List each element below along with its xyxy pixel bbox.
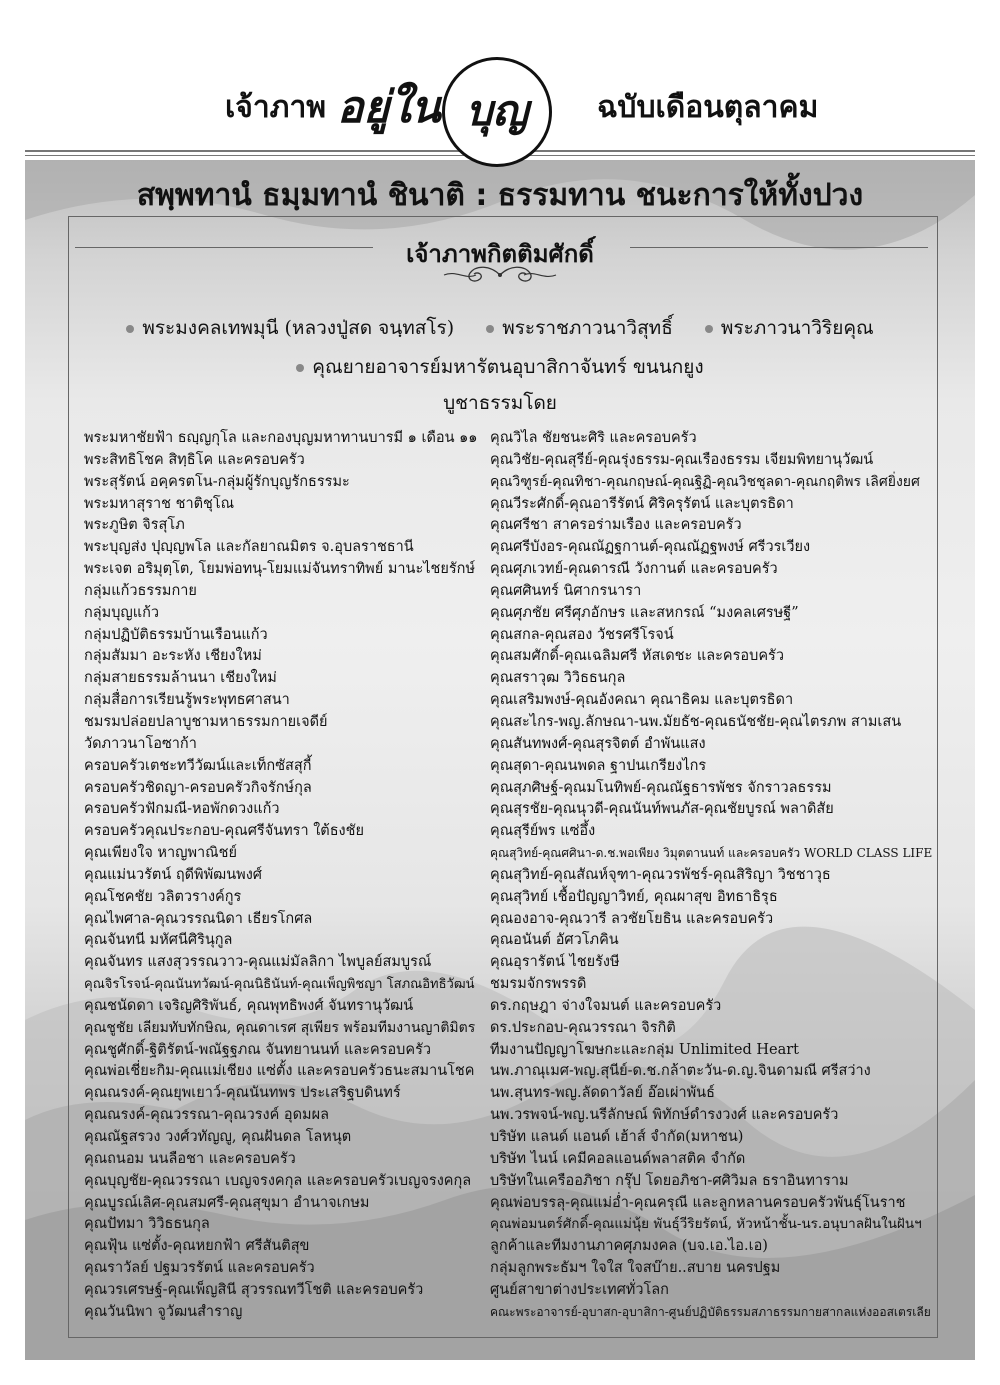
donor-entry: คุณศุภชัย ศรีศุภอักษร และสหกรณ์ “มงคลเศรษฐี” [490, 604, 799, 621]
donor-entry: คุณจิรโรจน์-คุณนันทวัฒน์-คุณนิธินันท์-คุณเพ็ญพิชญา โสภณอิทธิวัฒน์ [84, 977, 475, 993]
donor-entry: ชมรมปล่อยปลาบูชามหาธรรมกายเจดีย์ [84, 713, 328, 730]
donor-entry: พระภูษิต จิรสุโภ [84, 517, 185, 534]
donor-entry: คุณวิฑูรย์-คุณทิชา-คุณกฤษณ์-คุณฐิฏิ-คุณวิชชุลดา-คุณกฤติพร เลิศยิ่งยศ [490, 473, 920, 490]
ornament-icon [436, 262, 564, 288]
honoree-name: พระราชภาวนาวิสุทธิ์ [502, 317, 673, 339]
donor-entry: คุณศุภเวทย์-คุณดารณี วังกานต์ และครอบครัว [490, 561, 778, 578]
donor-entry: คุณสราวุฒ วิวิธธนกุล [490, 670, 626, 687]
donor-entry: คุณศรีบังอร-คุณณัฏฐกานต์-คุณณัฏฐพงษ์ ศรีวรเวียง [490, 539, 811, 556]
donor-entry: นพ.ภาณุเมศ-พญ.สุนีย์-ด.ช.กล้าตะวัน-ด.ญ.จินดามณี ศรีสว่าง [490, 1063, 871, 1080]
donor-entry: กลุ่มสายธรรมล้านนา เชียงใหม่ [84, 670, 277, 687]
donor-entry: คุณไพศาล-คุณวรรณนิดา เธียรโกศล [84, 910, 313, 927]
donor-list-right [490, 428, 932, 1324]
donor-entry: คุณบุญชัย-คุณวรรณา เบญจรงคกุล และครอบครัวเบญจรงคกุล [84, 1172, 472, 1189]
honoree-item [486, 313, 673, 343]
donor-entry: คุณราวัลย์ ปฐมวรรัตน์ และครอบครัว [84, 1260, 315, 1277]
donor-entry: คุณชูชัย เลียมทับทักษิณ, คุณดาเรศ สุเพียร พร้อมทีมงานญาติมิตร [84, 1019, 476, 1036]
donor-entry: คุณชนัดดา เจริญศิริพันธ์, คุณพุทธิพงศ์ จันทรานุวัฒน์ [84, 997, 414, 1014]
donor-entry: พระสุรัตน์ อคฺครตโน-กลุ่มผู้รักบุญรักธรรมะ [84, 473, 350, 490]
donor-entry: นพ.สุนทร-พญ.ลัดดาวัลย์ อ๊อเผ่าพันธ์ [490, 1085, 715, 1102]
donor-entry: บริษัท ไนน์ เคมีคอลแอนด์พลาสติค จำกัด [490, 1150, 746, 1167]
bullet-icon [126, 325, 134, 333]
donor-entry: คุณสุรีย์พร แซ่อึ้ง [490, 823, 596, 840]
donor-entry: คุณวรเศรษฐ์-คุณเพ็ญสินี สุวรรณทวีโชติ และครอบครัว [84, 1281, 424, 1298]
donor-entry: ครอบครัวชิดญา-ครอบครัวกิจรักษ์กุล [84, 779, 312, 796]
donor-entry: คุณวีระศักดิ์-คุณอารีรัตน์ ศิริครุรัตน์ และบุตรธิดา [490, 495, 794, 512]
donor-entry: พระมหาชัยฟ้า ธญฺญกุโล และกองบุญมหาทานบารมี ๑ เดือน ๑๑ [84, 430, 478, 446]
donor-entry: ครอบครัวคุณประกอบ-คุณศรีจันทรา ใต้ธงชัย [84, 823, 364, 840]
donor-entry: คุณจันทนี มหัศนีศิรินุกูล [84, 932, 233, 949]
donor-entry: คุณปัทมา วิวิธธนกุล [84, 1216, 210, 1233]
donor-entry: นพ.วรพจน์-พญ.นรีลักษณ์ พิทักษ์ดำรงวงศ์ และครอบครัว [490, 1107, 839, 1124]
header-right-text: ฉบับเดือนตุลาคม [597, 90, 819, 125]
donor-list-left [84, 428, 484, 1324]
donor-entry: คุณวิชัย-คุณสุรีย์-คุณรุ่งธรรม-คุณเรืองธรรม เจียมพิทยานุวัฒน์ [490, 451, 874, 468]
main-title: สพฺพทานํ ธมฺมทานํ ชินาติ : ธรรมทาน ชนะการให้ทั้งปวง [136, 178, 864, 213]
donor-entry: ครอบครัวฟักมณี-หอพักดวงแก้ว [84, 801, 280, 818]
donor-entry: คุณถนอม นนลือชา และครอบครัว [84, 1150, 296, 1167]
donor-entry: ชมรมจักรพรรดิ [490, 976, 587, 993]
donor-entry: คุณเพียงใจ หาญพาณิชย์ [84, 845, 237, 862]
donor-entry: คุณศรีชา สาครอร่ามเรือง และครอบครัว [490, 517, 742, 534]
donor-entry: พระเจต อริมุตฺโต, โยมพ่อทนุ-โยมแม่จันทราทิพย์ มานะไชยรักษ์ [84, 561, 476, 578]
donor-entry: คณะพระอาจารย์-อุบาสก-อุบาสิกา-ศูนย์ปฏิบัติธรรมสภาธรรมกายสากลแห่งออสเตรเลีย [490, 1304, 931, 1319]
honorees-line-2 [0, 352, 1000, 382]
donor-entry: ดร.กฤษฎา จ่างใจมนต์ และครอบครัว [490, 997, 722, 1014]
donor-entry: คุณสุวิทย์ เชื้อปัญญาวิทย์, คุณผาสุข อิทธาธิรุธ [490, 888, 778, 905]
donor-entry: คุณสุวิทย์-คุณศศินา-ด.ช.พอเพียง วิมุตตานนท์ และครอบครัว WORLD CLASS LIFE [490, 846, 933, 861]
donor-entry: คุณสุวิทย์-คุณสัณห์จุฑา-คุณวรพัชร์-คุณสิริญา วิชชาวุธ [490, 866, 831, 883]
donor-entry: กลุ่มสื่อการเรียนรู้พระพุทธศาสนา [84, 692, 290, 709]
donor-entry: คุณสะไกร-พญ.ลักษณา-นพ.มัยธัช-คุณธนัชชัย-คุณไตรภพ สามเสน [490, 713, 902, 730]
donor-entry: คุณโชคชัย วลิตวรางค์กูร [84, 888, 242, 905]
donor-entry: บริษัทในเครืออภิชา กรุ๊ป โดยอภิชา-ศศิวิมล ธราอินทาราม [490, 1172, 849, 1189]
donor-entry: คุณสันทพงศ์-คุณสุรจิตต์ อำพันแสง [490, 735, 706, 752]
donor-entry: คุณสุรชัย-คุณนุวดี-คุณนันท์พนภัส-คุณชัยบูรณ์ พลาดิสัย [490, 801, 834, 818]
bullet-icon [705, 325, 713, 333]
donor-entry: กลุ่มสัมมา อะระหัง เชียงใหม่ [84, 648, 262, 665]
donor-entry: ครอบครัวเตชะทวีวัฒน์และเท็กซัสสุกี้ [84, 757, 312, 774]
honoree-item [705, 313, 874, 343]
honoree-name: คุณยายอาจารย์มหารัตนอุบาสิกาจันทร์ ขนนกยูง [312, 356, 704, 378]
bullet-icon [296, 364, 304, 372]
donor-entry: ศูนย์สาขาต่างประเทศทั่วโลก [490, 1281, 669, 1298]
logo-word-1: อยู่ใน [337, 82, 441, 133]
donor-entry: กลุ่มปฏิบัติธรรมบ้านเรือนแก้ว [84, 626, 268, 643]
donor-entry: ลูกค้าและทีมงานภาคศุภมงคล (บจ.เอ.ไอ.เอ) [490, 1238, 768, 1255]
honoree-item [296, 352, 703, 382]
donor-entry: คุณณรงค์-คุณยุพเยาว์-คุณนันทพร ประเสริฐบดินทร์ [84, 1085, 401, 1102]
donor-entry: ทีมงานปัญญาโฆษกะและกลุ่ม Unlimited Heart [490, 1041, 799, 1058]
section-title: เจ้าภาพกิตติมศักดิ์ [406, 240, 594, 268]
honoree-name: พระมงคลเทพมุนี (หลวงปู่สด จนฺทสโร) [142, 317, 455, 339]
donor-entry: คุณศศินทร์ นิศากรนารา [490, 582, 642, 599]
donor-entry: คุณสุดา-คุณนพดล ฐาปนเกรียงไกร [490, 757, 707, 774]
donor-entry: คุณวันนิพา จูวัฒนสำราญ [84, 1303, 243, 1320]
donor-entry: คุณชูศักดิ์-ฐิติรัตน์-พณัฐฐภณ จันทยานนท์ และครอบครัว [84, 1041, 432, 1058]
donor-entry: คุณสกล-คุณสอง วัชรศรีโรจน์ [490, 626, 674, 643]
honoree-item [126, 313, 454, 343]
donor-entry: ดร.ประกอบ-คุณวรรณา จิรกิติ [490, 1019, 676, 1036]
header-left-text: เจ้าภาพ [225, 90, 327, 125]
donor-entry: วัดภาวนาโอซาก้า [84, 735, 197, 752]
donor-entry: คุณเสริมพงษ์-คุณอังคณา คุณาธิคม และบุตรธิดา [490, 692, 794, 709]
donor-entry: คุณจันทร แสงสุวรรณวาว-คุณแม่มัลลิกา ไพบูลย์สมบูรณ์ [84, 954, 432, 971]
donor-entry: บริษัท แลนด์ แอนด์ เฮ้าส์ จำกัด(มหาชน) [490, 1129, 744, 1145]
donor-entry: คุณสมศักดิ์-คุณเฉลิมศรี หัสเดชะ และครอบครัว [490, 648, 784, 665]
donor-entry: กลุ่มบุญแก้ว [84, 604, 160, 621]
donor-entry: คุณอุรารัตน์ ไชยรังษี [490, 954, 620, 971]
donor-entry: คุณวิไล ชัยชนะศิริ และครอบครัว [490, 430, 697, 446]
donor-entry: คุณอนันต์ อัศวโภคิน [490, 932, 619, 949]
donor-entry: คุณณรงค์-คุณวรรณา-คุณวรงค์ อุดมผล [84, 1107, 329, 1124]
bullet-icon [486, 325, 494, 333]
donor-entry: พระมหาสุราช ชาติชุโณ [84, 495, 235, 512]
donor-entry: คุณพ่อบรรลุ-คุณแม่อ่ำ-คุณครุณี และลูกหลานครอบครัวพันธุ์โนราช [490, 1194, 906, 1211]
honorees-line-1 [0, 313, 1000, 343]
donor-entry: กลุ่มลูกพระธัมฯ ใจใส ใจสบ๊าย..สบาย นครปฐม [490, 1260, 781, 1277]
logo-word-2: บุญ [465, 86, 529, 135]
donor-entry: คุณณัฐสรวง วงศ์วทัญญู, คุณฝันดล โลหนุต [84, 1129, 352, 1145]
donor-entry: คุณพ่อมนตร์ศักดิ์-คุณแม่นุ้ย พันธุ์วีริยรัตน์, หัวหน้าชั้น-นร.อนุบาลฝันในฝันฯ [490, 1216, 922, 1233]
by-label: บูชาธรรมโดย [443, 392, 557, 414]
donor-entry: กลุ่มแก้วธรรมกาย [84, 582, 197, 599]
donor-entry: คุณฟุ้น แซ่ตั้ง-คุณหยกฟ้า ศรีสันติสุข [84, 1238, 310, 1255]
donor-entry: คุณบูรณ์เลิศ-คุณสมศรี-คุณสุขุมา อำนาจเกษม [84, 1194, 370, 1211]
honoree-name: พระภาวนาวิริยคุณ [720, 317, 874, 339]
donor-entry: คุณสุภศิษฐ์-คุณมโนทิพย์-คุณณัฐธารพัชร จักราวลธรรม [490, 779, 832, 796]
donor-entry: พระสิทธิโชค สิทฺธิโค และครอบครัว [84, 451, 305, 468]
donor-entry: คุณแม่นวรัตน์ ฤดีพิพัฒนพงศ์ [84, 866, 263, 883]
donor-entry: พระบุญส่ง ปุญฺญพโล และกัลยาณมิตร จ.อุบลราชธานี [84, 539, 414, 556]
donor-entry: คุณพ่อเชี่ยะกิม-คุณแม่เชียง แซ่ตั้ง และครอบครัวธนะสมานโชค [84, 1063, 475, 1080]
donor-entry: คุณองอาจ-คุณวารี ลวชัยโยธิน และครอบครัว [490, 910, 774, 927]
